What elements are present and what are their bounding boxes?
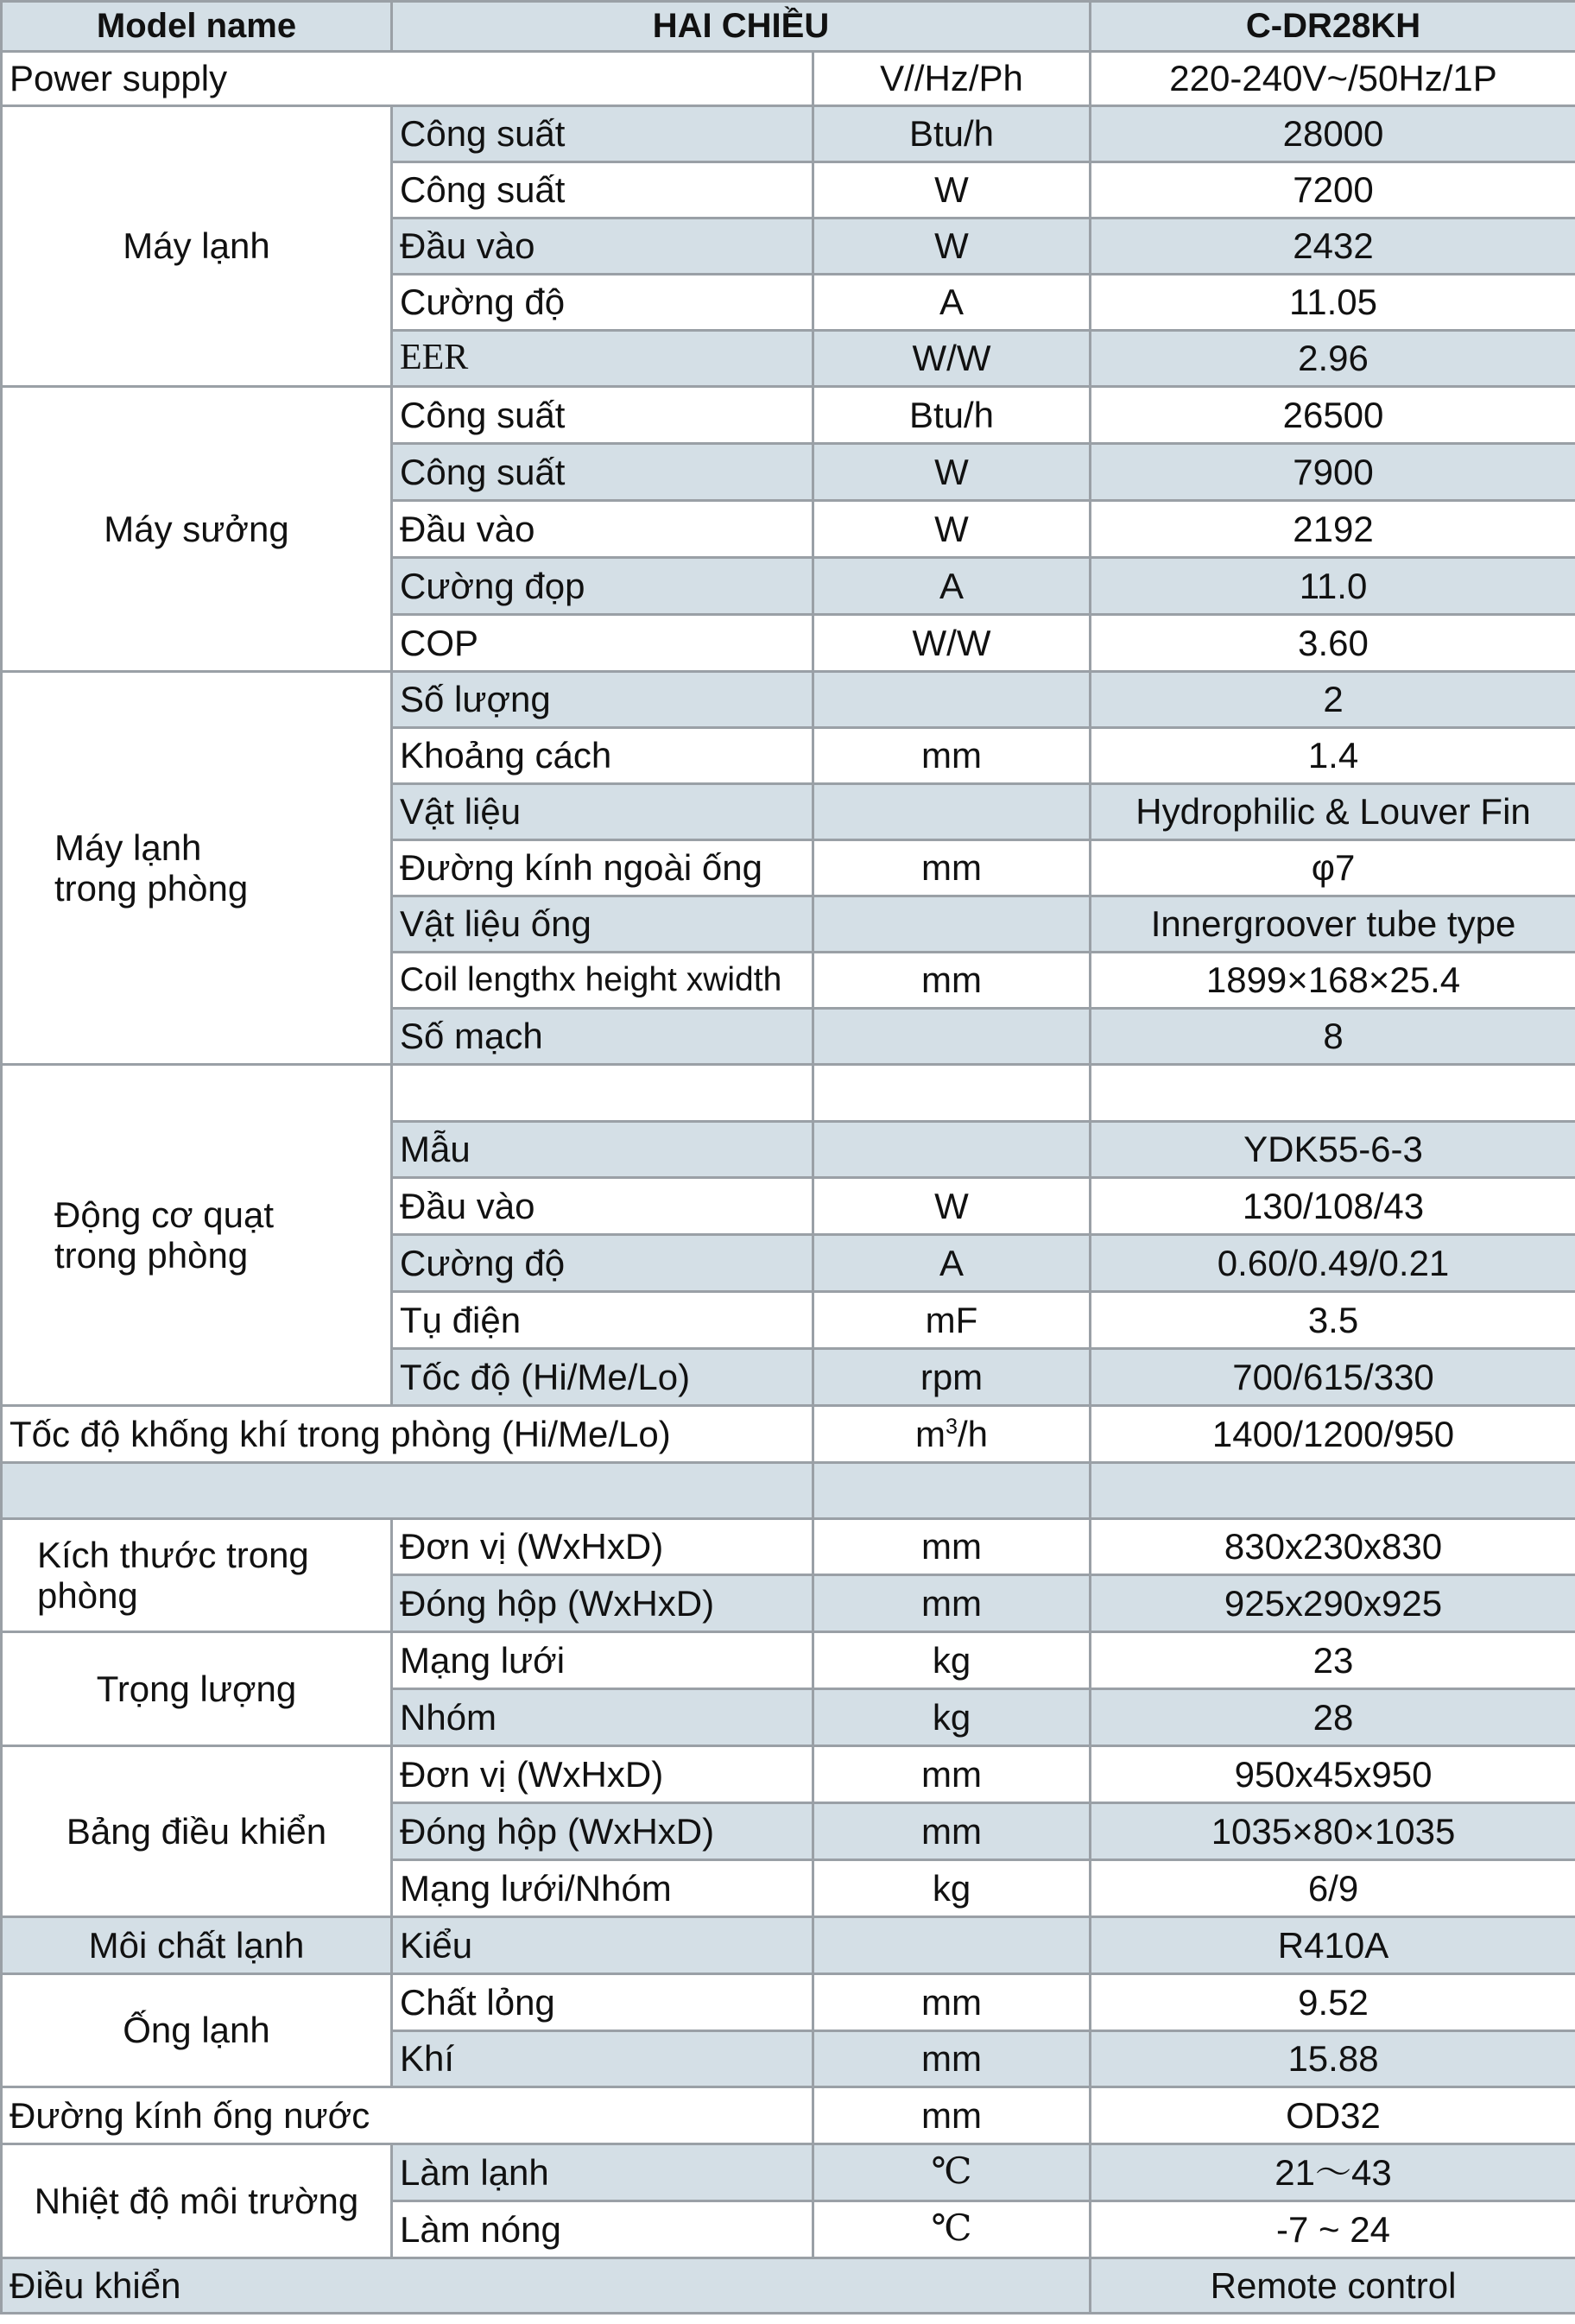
row-value: Hydrophilic & Louver Fin [1091, 784, 1575, 840]
unit-base: m [914, 1413, 946, 1454]
row-label: Kiểu [392, 1917, 813, 1974]
row-label: Đầu vào [392, 218, 813, 275]
refrigerant-group-label: Môi chất lạnh [2, 1917, 392, 1974]
row-unit [813, 1009, 1091, 1065]
drain-value: OD32 [1091, 2087, 1575, 2144]
row-label: Vật liệu ống [392, 896, 813, 953]
row-value: 0.60/0.49/0.21 [1091, 1235, 1575, 1292]
row-label: Công suất [392, 387, 813, 444]
row-unit: mm [813, 1575, 1091, 1632]
row-unit: A [813, 275, 1091, 331]
row-value: R410A [1091, 1917, 1575, 1974]
heating-group-label: Máy sưởng [2, 387, 392, 672]
row-value: 3.60 [1091, 615, 1575, 672]
row-unit: ℃ [813, 2144, 1091, 2201]
row-value: 26500 [1091, 387, 1575, 444]
row-unit: mm [813, 1974, 1091, 2031]
row-label: Mạng lưới [392, 1632, 813, 1689]
table-row [2, 2144, 1575, 2201]
separator-row [2, 1463, 1575, 1519]
row-label: Làm lạnh [392, 2144, 813, 2201]
row-label: Mạng lưới/Nhóm [392, 1860, 813, 1917]
type-label: HAI CHIỀU [392, 2, 1091, 52]
row-unit: W/W [813, 615, 1091, 672]
row-label: Vật liệu [392, 784, 813, 840]
row-label: Số lượng [392, 672, 813, 728]
row-label: COP [392, 615, 813, 672]
row-value: 7200 [1091, 162, 1575, 218]
group-line-1: Động cơ quạt [54, 1194, 275, 1235]
row-label: Đầu vào [392, 501, 813, 558]
table-row [2, 387, 1575, 444]
row-value: 28 [1091, 1689, 1575, 1746]
row-unit: rpm [813, 1349, 1091, 1406]
group-line-2: trong phòng [54, 1235, 249, 1276]
table-row [2, 1519, 1575, 1575]
row-unit: mm [813, 2031, 1091, 2087]
row-unit: mm [813, 1803, 1091, 1860]
row-value: 11.05 [1091, 275, 1575, 331]
row-unit: mm [813, 840, 1091, 896]
header-row [2, 2, 1575, 52]
row-label: Công suất [392, 106, 813, 162]
empty-cell [2, 1463, 813, 1519]
row-label: Công suất [392, 162, 813, 218]
pipe-group-label: Ống lạnh [2, 1974, 392, 2087]
table-row [2, 1974, 1575, 2031]
row-unit [813, 1917, 1091, 1974]
row-value: 9.52 [1091, 1974, 1575, 2031]
row-unit: mm [813, 1746, 1091, 1803]
power-supply-row [2, 52, 1575, 106]
row-label: Cường độ [392, 1235, 813, 1292]
row-label: Đầu vào [392, 1178, 813, 1235]
row-value: 2192 [1091, 501, 1575, 558]
control-row [2, 2258, 1575, 2314]
drain-label: Đường kính ống nước [2, 2087, 813, 2144]
drain-unit: mm [813, 2087, 1091, 2144]
row-unit: Btu/h [813, 106, 1091, 162]
airflow-row [2, 1406, 1575, 1463]
row-label: Đóng hộp (WxHxD) [392, 1575, 813, 1632]
row-unit: mm [813, 953, 1091, 1009]
row-unit [813, 784, 1091, 840]
row-value: 15.88 [1091, 2031, 1575, 2087]
row-value: -7 ~ 24 [1091, 2201, 1575, 2258]
indoor-fan-group-label [2, 1065, 392, 1406]
power-supply-label: Power supply [2, 52, 813, 106]
row-label: Cường đọp [392, 558, 813, 615]
row-unit: Btu/h [813, 387, 1091, 444]
unit-tail: /h [958, 1413, 989, 1454]
group-line-2: trong phòng [54, 868, 249, 909]
airflow-unit [813, 1406, 1091, 1463]
row-value: 925x290x925 [1091, 1575, 1575, 1632]
row-unit: kg [813, 1632, 1091, 1689]
row-label: Coil lengthx height xwidth [392, 953, 813, 1009]
row-value: 830x230x830 [1091, 1519, 1575, 1575]
weight-group-label: Trọng lượng [2, 1632, 392, 1746]
row-label: Mẫu [392, 1122, 813, 1178]
row-unit: W [813, 1178, 1091, 1235]
row-value: 2.96 [1091, 331, 1575, 387]
indoor-coil-group-label [2, 672, 392, 1065]
row-value: 6/9 [1091, 1860, 1575, 1917]
drain-row [2, 2087, 1575, 2144]
row-value: 950x45x950 [1091, 1746, 1575, 1803]
row-value: YDK55-6-3 [1091, 1122, 1575, 1178]
row-unit: ℃ [813, 2201, 1091, 2258]
table-row [2, 106, 1575, 162]
row-value: 23 [1091, 1632, 1575, 1689]
row-label: Công suất [392, 444, 813, 501]
row-unit: A [813, 558, 1091, 615]
table-row [2, 1632, 1575, 1689]
row-label: Số mạch [392, 1009, 813, 1065]
row-label: Chất lỏng [392, 1974, 813, 2031]
row-value: 8 [1091, 1009, 1575, 1065]
table-row [2, 1065, 1575, 1122]
group-line-1: Máy lạnh [54, 826, 202, 868]
empty-cell [813, 1065, 1091, 1122]
row-label: Đơn vị (WxHxD) [392, 1519, 813, 1575]
control-value: Remote control [1091, 2258, 1575, 2314]
airflow-value: 1400/1200/950 [1091, 1406, 1575, 1463]
power-supply-value: 220-240V~/50Hz/1P [1091, 52, 1575, 106]
refrigerant-row [2, 1917, 1575, 1974]
row-value: 28000 [1091, 106, 1575, 162]
model-value: C-DR28KH [1091, 2, 1575, 52]
row-label: Đơn vị (WxHxD) [392, 1746, 813, 1803]
row-value: 7900 [1091, 444, 1575, 501]
row-unit: A [813, 1235, 1091, 1292]
row-value: 2 [1091, 672, 1575, 728]
control-label: Điều khiển [2, 2258, 1091, 2314]
row-unit [813, 1122, 1091, 1178]
power-supply-unit: V//Hz/Ph [813, 52, 1091, 106]
row-label: Khí [392, 2031, 813, 2087]
row-value: Innergroover tube type [1091, 896, 1575, 953]
row-unit: mm [813, 728, 1091, 784]
row-value: φ7 [1091, 840, 1575, 896]
group-line-2: phòng [37, 1575, 138, 1616]
group-line-1: Kích thước trong [37, 1534, 309, 1575]
row-label: Khoảng cách [392, 728, 813, 784]
row-unit: W [813, 218, 1091, 275]
row-unit: W [813, 501, 1091, 558]
row-value: 700/615/330 [1091, 1349, 1575, 1406]
row-label: Nhóm [392, 1689, 813, 1746]
row-value: 1035×80×1035 [1091, 1803, 1575, 1860]
empty-cell [813, 1463, 1091, 1519]
row-unit [813, 896, 1091, 953]
row-value: 3.5 [1091, 1292, 1575, 1349]
row-value: 1.4 [1091, 728, 1575, 784]
row-value: 1899×168×25.4 [1091, 953, 1575, 1009]
row-label: Đường kính ngoài ống [392, 840, 813, 896]
row-label: EER [392, 331, 813, 387]
empty-cell [1091, 1065, 1575, 1122]
panel-group-label: Bảng điều khiển [2, 1746, 392, 1917]
row-unit: mF [813, 1292, 1091, 1349]
model-name-label: Model name [2, 2, 392, 52]
row-label: Đóng hộp (WxHxD) [392, 1803, 813, 1860]
row-value: 21～43 [1091, 2144, 1575, 2201]
unit-superscript: 3 [945, 1414, 958, 1439]
cooling-group-label: Máy lạnh [2, 106, 392, 387]
airflow-label: Tốc độ khống khí trong phòng (Hi/Me/Lo) [2, 1406, 813, 1463]
row-label: Cường độ [392, 275, 813, 331]
row-unit [813, 672, 1091, 728]
row-unit: mm [813, 1519, 1091, 1575]
row-unit: W [813, 444, 1091, 501]
empty-cell [1091, 1463, 1575, 1519]
row-value: 2432 [1091, 218, 1575, 275]
ambient-group-label: Nhiệt độ môi trường [2, 2144, 392, 2258]
table-row [2, 672, 1575, 728]
row-label: Tụ điện [392, 1292, 813, 1349]
row-label: Tốc độ (Hi/Me/Lo) [392, 1349, 813, 1406]
row-value: 11.0 [1091, 558, 1575, 615]
row-label: Làm nóng [392, 2201, 813, 2258]
indoor-dimensions-group-label [2, 1519, 392, 1632]
row-unit: W [813, 162, 1091, 218]
row-value: 130/108/43 [1091, 1178, 1575, 1235]
row-unit: kg [813, 1689, 1091, 1746]
table-row [2, 1746, 1575, 1803]
row-unit: kg [813, 1860, 1091, 1917]
row-unit: W/W [813, 331, 1091, 387]
empty-cell [392, 1065, 813, 1122]
